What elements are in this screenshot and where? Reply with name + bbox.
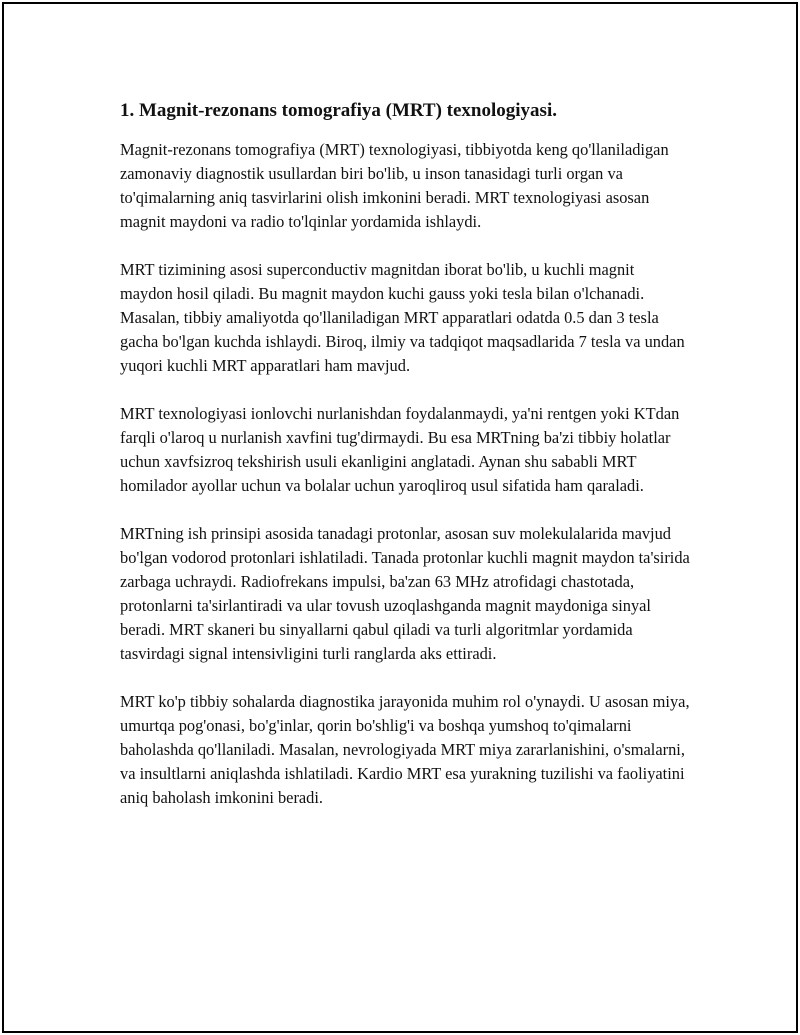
paragraph-magnet: MRT tizimining asosi superconductiv magnitdan iborat bo'lib, u kuchli magnit maydon hosil qiladi. Bu magnit maydon kuchi gauss yoki tesla bilan o'lchanadi. Masalan, tibbiy amaliyotda qo'llaniladigan MRT apparatlari odatda 0.5 dan 3 tesla gacha bo'lgan kuchda ishlaydi. Biroq, ilmiy va tadqiqot maqsadlarida 7 tesla va undan yuqori kuchli MRT apparatlari ham mavjud. [120,260,685,375]
document-page [2,2,798,1033]
paragraph-applications: MRT ko'p tibbiy sohalarda diagnostika jarayonida muhim rol o'ynaydi. U asosan miya, umurtqa pog'onasi, bo'g'inlar, qorin bo'shlig'i va boshqa yumshoq to'qimalarni baholashda qo'llaniladi. Masalan, nevrologiyada MRT miya zararlanishini, o'smalarni, va insultlarni aniqlashda ishlatiladi. Kardio MRT esa yurakning tuzilishi va faoliyatini aniq baholash imkonini beradi. [120,692,690,807]
paragraph-intro: Magnit-rezonans tomografiya (MRT) texnologiyasi, tibbiyotda keng qo'llaniladigan zamonaviy diagnostik usullardan biri bo'lib, u inson tanasidagi turli organ va to'qimalarning aniq tasvirlarini olish imkonini beradi. MRT texnologiyasi asosan magnit maydoni va radio to'lqinlar yordamida ishlaydi. [120,140,669,231]
paragraph-radiation: MRT texnologiyasi ionlovchi nurlanishdan foydalanmaydi, ya'ni rentgen yoki KTdan farqli o'laroq u nurlanish xavfini tug'dirmaydi. Bu esa MRTning ba'zi tibbiy holatlar uchun xavfsizroq tekshirish usuli ekanligini anglatadi. Aynan shu sababli MRT homilador ayollar uchun va bolalar uchun yaroqliroq usul sifatida ham qaraladi. [120,404,680,495]
document-content [120,98,690,834]
paragraph-principle: MRTning ish prinsipi asosida tanadagi protonlar, asosan suv molekulalarida mavjud bo'lgan vodorod protonlari ishlatiladi. Tanada protonlar kuchli magnit maydon ta'sirida zarbaga uchraydi. Radiofrekans impulsi, ba'zan 63 MHz atrofidagi chastotada, protonlarni ta'sirlantiradi va ular tovush uzoqlashganda magnit maydoniga sinyal beradi. MRT skaneri bu sinyallarni qabul qiladi va turli algoritmlar yordamida tasvirdagi signal intensivligini turli ranglarda aks ettiradi. [120,524,690,663]
section-heading: 1. Magnit-rezonans tomografiya (MRT) texnologiyasi. [120,100,557,121]
